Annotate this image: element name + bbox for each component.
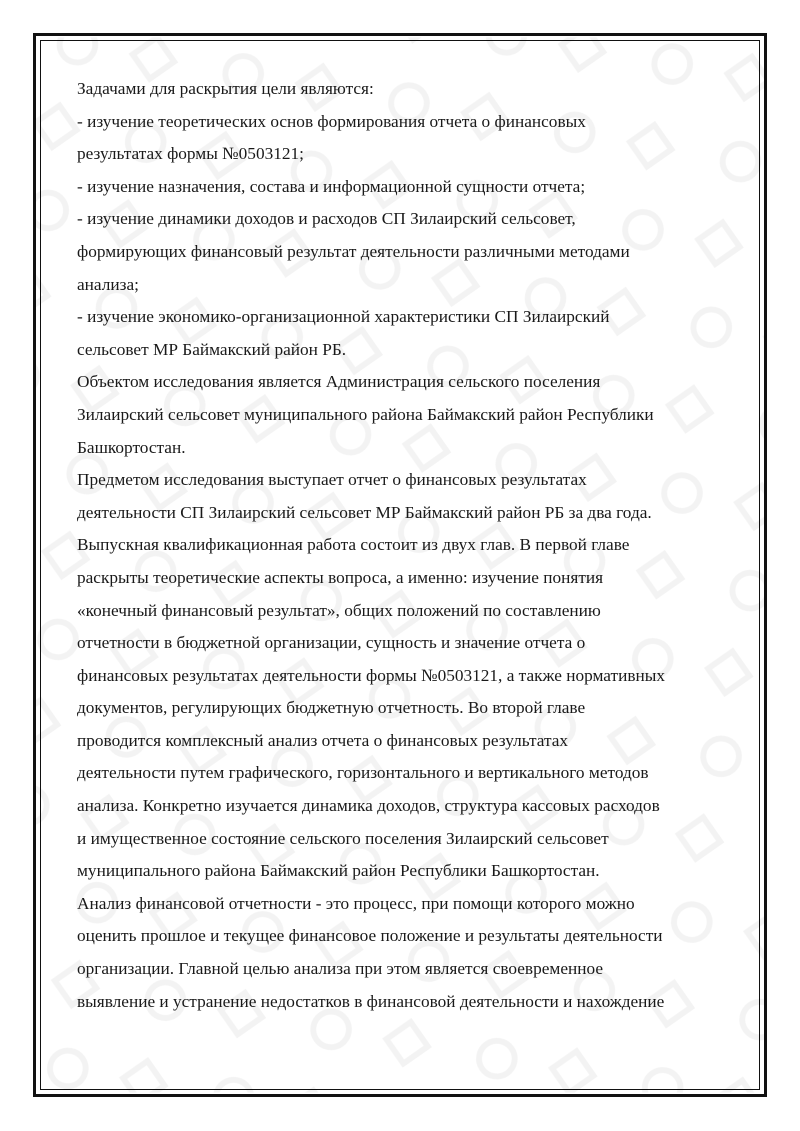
text-line: организации. Главной целью анализа при этом является своевременное [77, 959, 604, 979]
text-line: анализа. Конкретно изучается динамика доходов, структура кассовых расходов [77, 796, 660, 816]
document-body [77, 73, 727, 1018]
text-line: документов, регулирующих бюджетную отчетность. Во второй главе [77, 698, 586, 718]
text-line: - изучение экономико-организационной характеристики СП Зилаирский [77, 307, 610, 327]
text-line: сельсовет МР Баймакский район РБ. [77, 339, 347, 359]
text-line: анализа; [77, 274, 139, 294]
text-line: Предметом исследования выступает отчет о финансовых результатах [77, 470, 587, 490]
text-line: оценить прошлое и текущее финансовое положение и результаты деятельности [77, 926, 663, 946]
text-line: выявление и устранение недостатков в финансовой деятельности и нахождение [77, 991, 665, 1011]
text-line: раскрыты теоретические аспекты вопроса, а именно: изучение понятия [77, 567, 604, 587]
text-line: Задачами для раскрытия цели являются: [77, 79, 374, 98]
text-line: деятельности СП Зилаирский сельсовет МР Баймакский район РБ за два года. [77, 502, 652, 522]
text-line: отчетности в бюджетной организации, сущность и значение отчета о [77, 633, 586, 653]
text-line: формирующих финансовый результат деятельности различными методами [77, 241, 630, 261]
text-line: финансовых результатах деятельности формы №0503121, а также нормативных [77, 665, 665, 685]
text-line: Объектом исследования является Администрация сельского поселения [77, 372, 601, 392]
text-line: деятельности путем графического, горизонтального и вертикального методов [77, 763, 649, 783]
text-line: Башкортостан. [77, 437, 186, 457]
text-line: результатах формы №0503121; [77, 144, 304, 164]
text-line: - изучение теоретических основ формирования отчета о финансовых [77, 111, 586, 131]
text-line: муниципального района Баймакский район Республики Башкортостан. [77, 861, 600, 881]
text-line: Зилаирский сельсовет муниципального района Баймакский район Республики [77, 404, 654, 424]
text-line: Выпускная квалификационная работа состоит из двух глав. В первой главе [77, 535, 630, 555]
text-line: «конечный финансовый результат», общих положений по составлению [77, 600, 601, 620]
text-line: - изучение назначения, состава и информационной сущности отчета; [77, 176, 586, 196]
text-line: - изучение динамики доходов и расходов СП Зилаирский сельсовет, [77, 209, 576, 229]
text-line: проводится комплексный анализ отчета о финансовых результатах [77, 730, 569, 750]
text-line: Анализ финансовой отчетности - это процесс, при помощи которого можно [77, 893, 635, 913]
text-line: и имущественное состояние сельского поселения Зилаирский сельсовет [77, 828, 609, 848]
